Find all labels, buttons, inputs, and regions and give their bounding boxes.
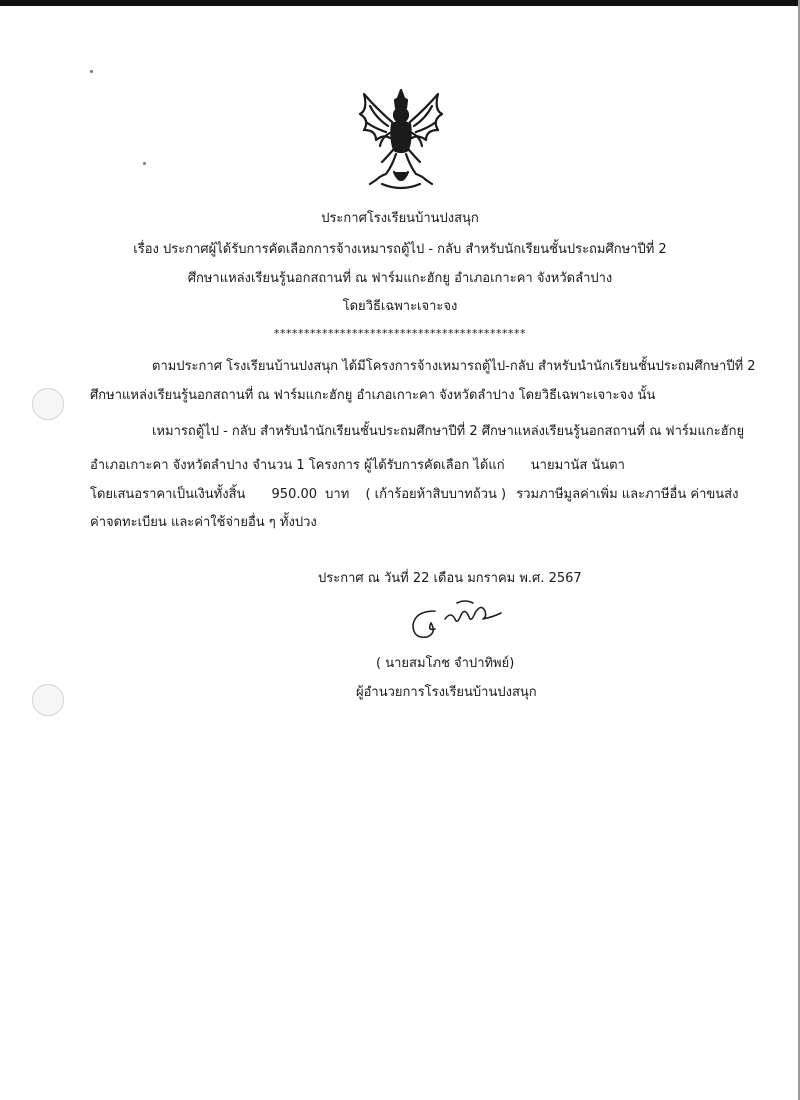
- subject-line-2: ศึกษาแหล่งเรียนรู้นอกสถานที่ ณ ฟาร์มแกะฮักยู อำเภอเกาะคา จังหวัดลำปาง: [187, 271, 613, 286]
- subject-line-3: โดยวิธีเฉพาะเจาะจง: [342, 299, 458, 314]
- price-unit: บาท: [325, 487, 350, 502]
- price-in-words: ( เก้าร้อยห้าสิบบาทถ้วน ): [365, 487, 507, 502]
- paragraph-2-line-2-text: อำเภอเกาะคา จังหวัดลำปาง จำนวน 1 โครงการ ผู้ได้รับการคัดเลือก ได้แก่: [90, 458, 505, 473]
- scan-speck: [90, 70, 93, 73]
- separator-stars: ******************************************: [274, 327, 526, 340]
- price-prefix: โดยเสนอราคาเป็นเงินทั้งสิ้น: [90, 487, 246, 502]
- paragraph-1-line-2: ศึกษาแหล่งเรียนรู้นอกสถานที่ ณ ฟาร์มแกะฮักยู อำเภอเกาะคา จังหวัดลำปาง โดยวิธีเฉพาะเจาะจง นั้น: [90, 388, 656, 403]
- price-line: [90, 486, 738, 504]
- garuda-emblem-icon: [346, 88, 456, 198]
- announcement-title: ประกาศโรงเรียนบ้านปงสนุก: [321, 211, 479, 226]
- price-amount: 950.00: [271, 487, 318, 502]
- scan-top-edge: [0, 0, 800, 6]
- scan-speck: [143, 162, 146, 165]
- paragraph-2-line-4: ค่าจดทะเบียน และค่าใช้จ่ายอื่น ๆ ทั้งปวง: [90, 515, 317, 530]
- paragraph-1-line-1: ตามประกาศ โรงเรียนบ้านปงสนุก ได้มีโครงการจ้างเหมารถตู้ไป-กลับ สำหรับนำนักเรียนชั้นประถมศึกษาปีที่ 2: [152, 359, 756, 374]
- signer-title: ผู้อำนวยการโรงเรียนบ้านปงสนุก: [356, 685, 537, 700]
- handwritten-signature-icon: [405, 597, 525, 647]
- punch-hole-top: [32, 388, 64, 420]
- announcement-date: ประกาศ ณ วันที่ 22 เดือน มกราคม พ.ศ. 2567: [318, 571, 582, 586]
- price-suffix: รวมภาษีมูลค่าเพิ่ม และภาษีอื่น ค่าขนส่ง: [516, 487, 739, 502]
- paragraph-2-line-1: เหมารถตู้ไป - กลับ สำหรับนำนักเรียนชั้นประถมศึกษาปีที่ 2 ศึกษาแหล่งเรียนรู้นอกสถานที่ ณ ฟาร์มแกะฮักยู: [152, 424, 745, 439]
- punch-hole-bottom: [32, 684, 64, 716]
- paragraph-2-line-2: [90, 457, 625, 475]
- subject-line-1: เรื่อง ประกาศผู้ได้รับการคัดเลือกการจ้างเหมารถตู้ไป - กลับ สำหรับนักเรียนชั้นประถมศึกษาปีที่ 2: [133, 242, 667, 257]
- signer-name: ( นายสมโภช จำปาทิพย์): [376, 656, 515, 671]
- winner-name: นายมานัส นันตา: [530, 458, 625, 473]
